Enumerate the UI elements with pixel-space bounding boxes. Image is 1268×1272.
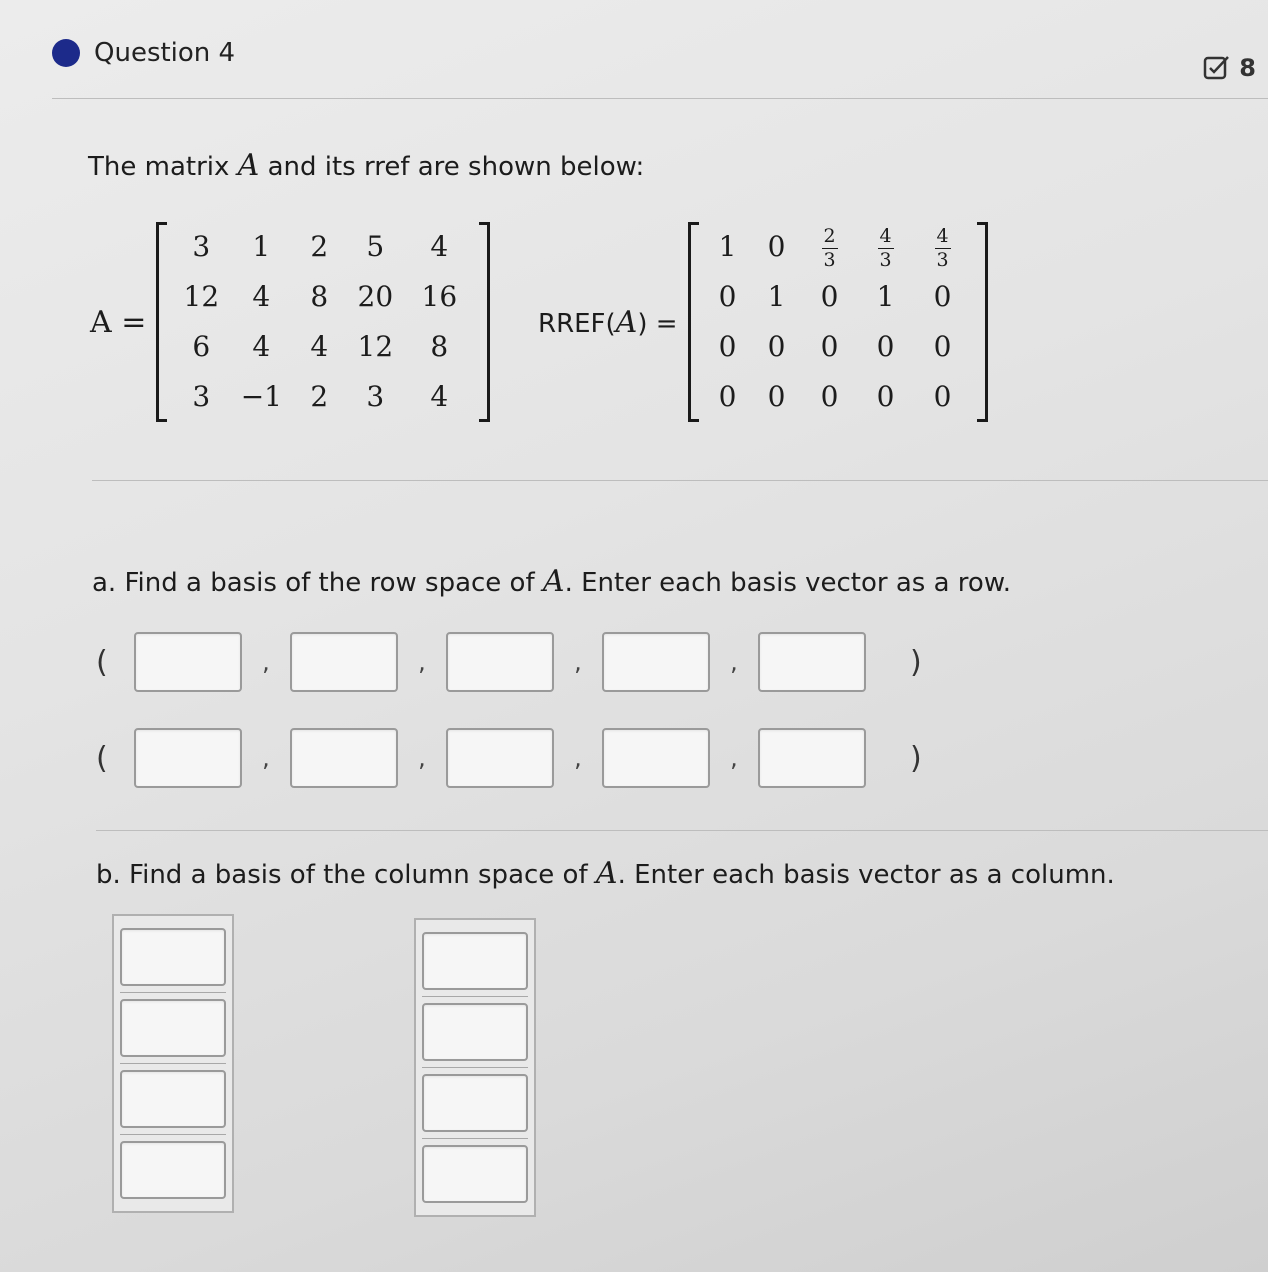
matrix-a-cell: 8 [310, 280, 329, 313]
matrix-rref-cell: 0 [718, 280, 737, 313]
matrix-a-cell: 12 [357, 330, 394, 363]
open-paren: ( [96, 644, 108, 680]
column-cell [120, 1064, 226, 1135]
matrix-a-cell: 3 [192, 230, 211, 263]
matrix-rref-grid [688, 222, 988, 422]
matrix-a [90, 222, 490, 422]
comma-separator: , [730, 744, 738, 772]
matrix-a-cell: 3 [192, 380, 211, 413]
matrix-a-grid [156, 222, 490, 422]
matrix-a-cell: 5 [366, 230, 385, 263]
matrix-rref-cell: 0 [820, 330, 839, 363]
matrix-rref-cell: 0 [820, 380, 839, 413]
question-status-dot [52, 39, 80, 67]
column-cell [422, 997, 528, 1068]
matrix-a-cell: 6 [192, 330, 211, 363]
row-1-entry-2-input[interactable] [290, 632, 398, 692]
intro-text: The matrix A and its rref are shown below: [88, 148, 645, 183]
matrix-rref-cell: 1 [767, 280, 786, 313]
column-cell [120, 993, 226, 1064]
matrix-rref-cell [915, 222, 971, 272]
matrix-a-cell: 16 [421, 280, 458, 313]
column-vector-1 [112, 914, 234, 1213]
row-2-entry-1-input[interactable] [134, 728, 242, 788]
part-b-prompt: b. Find a basis of the column space of A. Enter each basis vector as a column. [96, 856, 1115, 891]
comma-separator: , [262, 648, 270, 676]
column-vector-2 [414, 918, 536, 1217]
question-title: Question 4 [94, 38, 236, 68]
row-vector-1 [96, 632, 936, 692]
column-cell [422, 1068, 528, 1139]
column-2-entry-3-input[interactable] [422, 1074, 528, 1132]
matrix-a-cell: 4 [252, 280, 271, 313]
column-cell [120, 1135, 226, 1205]
matrix-a-cell: 4 [430, 230, 449, 263]
column-1-entry-3-input[interactable] [120, 1070, 226, 1128]
fraction: $\frac{4}{3}$ [879, 225, 892, 271]
matrix-a-cell: 2 [310, 380, 329, 413]
matrix-rref-cell: 0 [933, 280, 952, 313]
matrix-rref-cell [857, 222, 915, 272]
matrix-rref-cell: 0 [933, 330, 952, 363]
row-2-entry-2-input[interactable] [290, 728, 398, 788]
row-1-entry-4-input[interactable] [602, 632, 710, 692]
matrix-a-cell: −1 [240, 380, 282, 413]
matrix-rref-label: RREF(A) = [538, 304, 678, 340]
matrix-rref-cell: 0 [876, 380, 895, 413]
comma-separator: , [262, 744, 270, 772]
column-2-entry-1-input[interactable] [422, 932, 528, 990]
part-a-prompt: a. Find a basis of the row space of A. Enter each basis vector as a row. [92, 564, 1011, 599]
column-1-entry-1-input[interactable] [120, 928, 226, 986]
row-2-entry-3-input[interactable] [446, 728, 554, 788]
matrix-a-cell: 2 [310, 230, 329, 263]
score-indicator [1203, 54, 1256, 82]
matrix-rref-cell: 0 [767, 230, 786, 263]
matrix-a-cell: 1 [252, 230, 271, 263]
matrix-rref-cell: 0 [820, 280, 839, 313]
column-2-entry-4-input[interactable] [422, 1145, 528, 1203]
matrix-a-cell: 4 [252, 330, 271, 363]
matrix-a-cell: 4 [430, 380, 449, 413]
row-1-entry-5-input[interactable] [758, 632, 866, 692]
row-1-entry-3-input[interactable] [446, 632, 554, 692]
column-cell [422, 926, 528, 997]
matrix-rref-cell: 1 [718, 230, 737, 263]
checkbox-edit-icon [1203, 54, 1231, 82]
matrix-rref [538, 222, 988, 422]
question-header [52, 38, 235, 68]
matrix-rref-cell: 0 [718, 380, 737, 413]
comma-separator: , [418, 744, 426, 772]
matrix-rref-cell: 0 [718, 330, 737, 363]
row-2-entry-5-input[interactable] [758, 728, 866, 788]
column-1-entry-2-input[interactable] [120, 999, 226, 1057]
close-paren: ) [910, 740, 922, 776]
column-2-entry-2-input[interactable] [422, 1003, 528, 1061]
fraction: $\frac{2}{3}$ [823, 225, 836, 271]
matrix-a-cell: 3 [366, 380, 385, 413]
comma-separator: , [574, 648, 582, 676]
matrix-a-label: A = [90, 304, 147, 340]
matrix-rref-cell [803, 222, 857, 272]
matrix-a-cell: 12 [183, 280, 220, 313]
comma-separator: , [418, 648, 426, 676]
comma-separator: , [730, 648, 738, 676]
column-cell [422, 1139, 528, 1209]
matrix-rref-cell: 0 [876, 330, 895, 363]
score-value: 8 [1239, 54, 1256, 82]
row-1-entry-1-input[interactable] [134, 632, 242, 692]
row-vector-2 [96, 728, 936, 788]
matrix-rref-cell: 0 [933, 380, 952, 413]
column-cell [120, 922, 226, 993]
column-1-entry-4-input[interactable] [120, 1141, 226, 1199]
comma-separator: , [574, 744, 582, 772]
close-paren: ) [910, 644, 922, 680]
matrix-a-cell: 20 [357, 280, 394, 313]
row-2-entry-4-input[interactable] [602, 728, 710, 788]
matrix-rref-cell: 0 [767, 380, 786, 413]
matrix-rref-cell: 0 [767, 330, 786, 363]
matrix-a-cell: 4 [310, 330, 329, 363]
matrix-rref-cell: 1 [876, 280, 895, 313]
fraction: $\frac{4}{3}$ [936, 225, 949, 271]
matrix-a-cell: 8 [430, 330, 449, 363]
open-paren: ( [96, 740, 108, 776]
